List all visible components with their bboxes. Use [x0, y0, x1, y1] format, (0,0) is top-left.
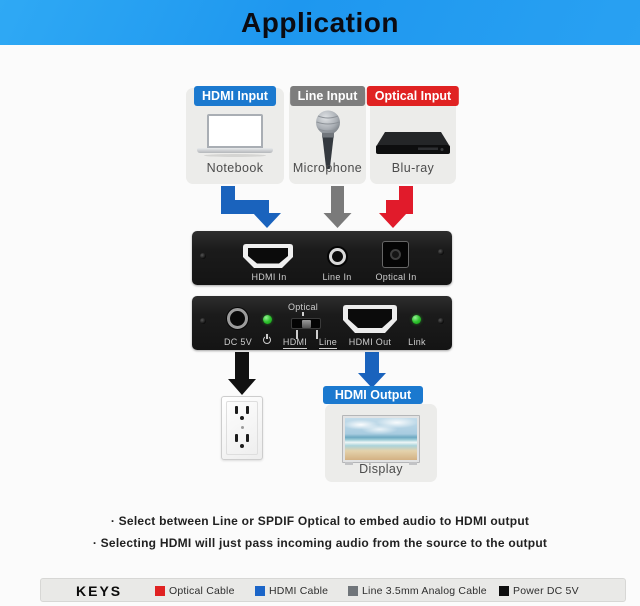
screw-icon [200, 253, 206, 259]
legend-item-power-cable: Power DC 5V [499, 585, 579, 597]
hdmi-in-label: HDMI In [251, 272, 287, 282]
note-line-2: · Selecting HDMI will just pass incoming audio from the source to the output [92, 536, 548, 550]
power-outlet-icon [221, 396, 263, 460]
link-label: Link [408, 337, 426, 347]
note-line-1: · Select between Line or SPDIF Optical to embed audio to HDMI output [110, 514, 530, 528]
switch-hdmi-label: HDMI [282, 337, 308, 347]
hdmi-out-port [343, 305, 397, 333]
legend-item-line-cable: Line 3.5mm Analog Cable [348, 585, 487, 597]
dc-5v-label: DC 5V [223, 337, 252, 347]
banner [0, 0, 640, 45]
switch-tick [302, 312, 304, 316]
hdmi-output-cable-arrow [358, 352, 386, 388]
source-caption: Notebook [206, 161, 264, 175]
laptop-icon [197, 114, 273, 157]
line-input-tag: Line Input [290, 86, 366, 106]
hdmi-cable-arrow [221, 186, 281, 228]
optical-in-port [382, 241, 409, 268]
converter-back-panel [192, 296, 452, 350]
power-led [263, 315, 272, 324]
power-cable-swatch [499, 586, 509, 596]
optical-cable-arrow [379, 186, 413, 228]
source-card-bluray [370, 88, 456, 184]
hdmi-out-label: HDMI Out [348, 337, 392, 347]
converter-front-panel [192, 231, 452, 285]
line-in-label: Line In [322, 272, 352, 282]
optical-cable-swatch [155, 586, 165, 596]
page-title: Application [241, 6, 399, 38]
screw-icon [438, 249, 444, 255]
source-caption: Microphone [292, 161, 363, 175]
audio-select-switch [291, 318, 321, 329]
screw-icon [438, 318, 444, 324]
legend-item-hdmi-cable: HDMI Cable [255, 585, 328, 597]
switch-line-label: Line [318, 337, 338, 347]
source-caption: Blu-ray [391, 161, 435, 175]
hdmi-output-tag: HDMI Output [323, 386, 423, 404]
power-cable-arrow [228, 352, 256, 395]
output-card-display [325, 404, 437, 482]
line-in-jack [329, 248, 346, 265]
source-card-notebook [186, 88, 284, 184]
dc-power-jack [227, 308, 248, 329]
source-card-microphone [289, 88, 366, 184]
hdmi-in-port [243, 244, 293, 268]
screw-icon [200, 318, 206, 324]
tv-icon [342, 415, 420, 463]
line-cable-arrow [324, 186, 352, 228]
hdmi-input-tag: HDMI Input [194, 86, 276, 106]
link-led [412, 315, 421, 324]
keys-legend [40, 578, 626, 602]
legend-item-optical-cable: Optical Cable [155, 585, 235, 597]
keys-title: KEYS [76, 583, 123, 599]
output-caption: Display [359, 462, 403, 476]
optical-in-label: Optical In [375, 272, 417, 282]
switch-optical-label: Optical [287, 302, 319, 312]
hdmi-cable-swatch [255, 586, 265, 596]
bluray-player-icon [376, 130, 450, 161]
line-cable-swatch [348, 586, 358, 596]
optical-input-tag: Optical Input [367, 86, 459, 106]
